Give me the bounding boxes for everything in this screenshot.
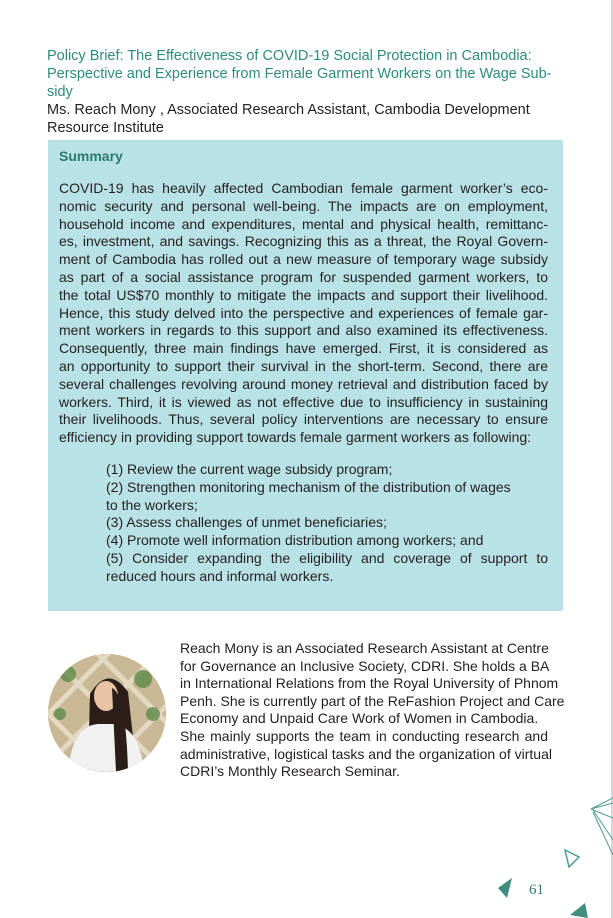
author-text: Ms. Reach Mony , Associated Research Assistant, Cambodia Development [47,102,530,118]
summary-line: their livelihoods. Thus, several policy interventions are necessary to ensure [59,411,548,428]
outline-triangle-icon [565,850,579,867]
bio-line: for Governance an Inclusive Society, CDRI. She holds a BA [180,657,550,674]
recommendation-item: (1) Review the current wage subsidy program; [106,461,393,477]
summary-line: Hence, this study delved into the perspective and experiences of female gar- [59,304,548,321]
title-line: sidy [47,84,73,100]
summary-line: workers. Third, it is viewed as not effective due to insufficiency in sustaining [59,393,548,410]
author-text: Resource Institute [47,120,164,136]
summary-line: ment of Cambodia has rolled out a new measure of temporary wage subsidy [59,251,548,268]
summary-heading: Summary [59,148,123,164]
bio-line: Penh. She is currently part of the ReFashion Project and Care [180,692,565,709]
recommendation-item: to the workers; [106,496,198,513]
bio-line: Economy and Unpaid Care Work of Women in Cambodia. [180,710,539,727]
recommendation-item: (3) Assess challenges of unmet beneficiaries; [106,514,387,531]
recommendation-item: (4) Promote well information distribution among workers; and [106,532,484,549]
summary-line: household income and expenditures, mental and physical health, remittanc- [59,215,548,232]
page-number: 61 [529,882,544,898]
filled-triangle-left-icon [498,878,512,898]
summary-line: several challenges revolving around money retrieval and distribution faced by [59,375,548,392]
bio-line: She mainly supports the team in conducting research and [180,727,548,744]
bio-line: Reach Mony is an Associated Research Assistant at Centre [180,640,549,656]
bio-line: administrative, logistical tasks and the organization of virtual [180,745,552,762]
summary-line: es, investment, and savings. Recognizing this as a threat, the Royal Govern- [59,233,548,250]
summary-line: ment workers in regards to this support and also examined its effectiveness. [59,322,548,339]
bio-line: in International Relations from the Royal University of Phnom [180,675,559,692]
title-line: Perspective and Experience from Female Garment Workers on the Wage Sub- [47,66,552,82]
summary-line: the total US$70 monthly to mitigate the impacts and support their livelihood. [59,286,548,303]
polygon-ornament-icon [591,798,613,855]
title-line: Policy Brief: The Effectiveness of COVID-19 Social Protection in Cambodia: [47,48,532,64]
bio-line: CDRI’s Monthly Research Seminar. [180,763,400,780]
summary-line: Consequently, three main findings have emerged. First, it is considered as [59,340,548,357]
summary-line: COVID-19 has heavily affected Cambodian female garment worker’s eco- [59,180,548,196]
recommendation-item: (5) Consider expanding the eligibility and coverage of support to [106,549,548,566]
recommendation-item: reduced hours and informal workers. [106,567,334,584]
summary-line: efficiency in providing support towards female garment workers as following: [59,429,532,446]
summary-line: as part of a social assistance program for suspended garment workers, to [59,268,548,285]
recommendation-item: (2) Strengthen monitoring mechanism of the distribution of wages [106,478,511,495]
summary-line: an opportunity to support their survival in the short-term. Second, there are [59,357,548,374]
summary-line: nomic security and personal well-being. The impacts are on employment, [59,197,548,214]
filled-triangle-bottom-icon [570,903,588,918]
